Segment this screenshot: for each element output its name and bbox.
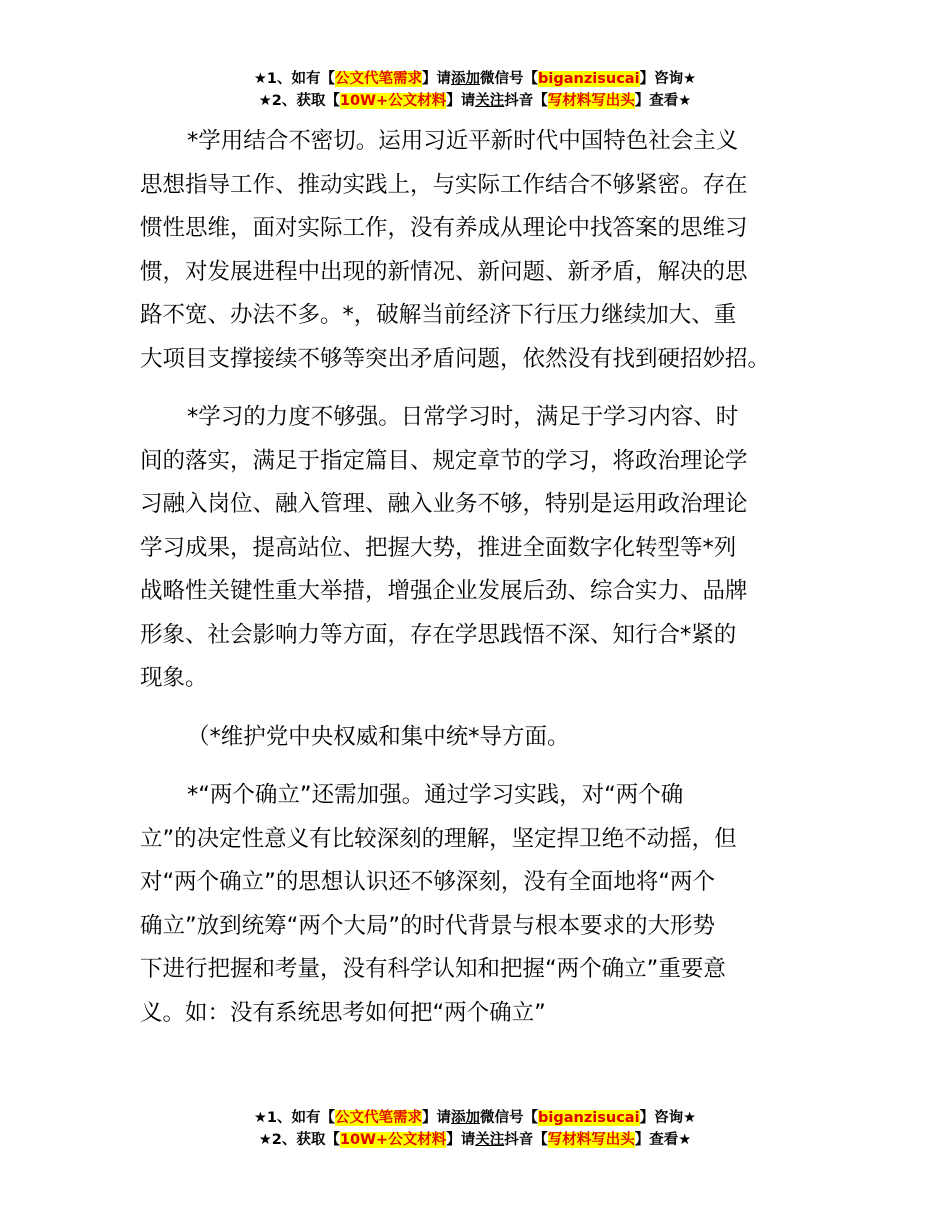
banner-highlight: 写材料写出头 [547,1132,635,1148]
paragraph-line: 习融入岗位、融入管理、融入业务不够，特别是运用政治理论 [140,491,748,517]
body-paragraph [140,120,840,381]
banner-line-2 [0,1129,950,1151]
banner-text: 】查看★ [634,1132,692,1148]
banner-emphasis: 添加 [451,71,481,87]
banner-emphasis: 关注 [475,1132,505,1148]
banner-text: 微信号【 [480,71,539,87]
paragraph-line: *“两个确立”还需加强。通过学习实践，对“两个确 [187,782,684,808]
banner-line-1 [0,1107,950,1129]
paragraph-line: 路不宽、办法不多。*，破解当前经济下行压力继续加大、重 [140,302,737,328]
banner-text: 】请 [446,1132,476,1148]
paragraph-line: 战略性关键性重大举措，增强企业发展后劲、综合实力、品牌 [140,578,748,604]
paragraph-line: 惯性思维，面对实际工作，没有养成从理论中找答案的思维习 [140,215,748,241]
paragraph-line: 大项目支撑接续不够等突出矛盾问题，依然没有找到硬招妙招。 [140,345,771,372]
paragraph-line: 立”的决定性意义有比较深刻的理解，坚定捍卫绝不动摇，但 [140,825,737,852]
banner-text: 】查看★ [634,93,692,109]
banner-text: ★2、获取【 [258,1132,340,1148]
paragraph-line: 现象。 [140,665,208,691]
banner-line-1 [0,68,950,90]
banner-emphasis: 添加 [451,1110,481,1126]
banner-emphasis: 关注 [475,93,505,109]
paragraph-line: 惯，对发展进程中出现的新情况、新问题、新矛盾，解决的思 [140,258,748,285]
document-body [140,120,840,1050]
paragraph-line: （*维护党中央权威和集中统*导方面。 [187,723,570,750]
banner-line-2 [0,90,950,112]
banner-text: 抖音【 [504,93,548,109]
banner-highlight: biganzisucai [538,71,640,87]
paragraph-line: 对“两个确立”的思想认识还不够深刻，没有全面地将“两个 [140,869,715,895]
body-paragraph [140,716,840,760]
body-paragraph [140,396,840,701]
paragraph-line: *学用结合不密切。运用习近平新时代中国特色社会主义 [187,128,739,154]
banner-text: 】咨询★ [639,1110,697,1126]
banner-highlight: 10W+公文材料 [339,93,447,109]
banner-text: 】咨询★ [639,71,697,87]
banner-text: 】请 [446,93,476,109]
body-paragraph [140,774,840,1035]
paragraph-line: 下进行把握和考量，没有科学认知和把握“两个确立”重要意 [140,956,726,982]
banner-highlight: biganzisucai [538,1110,640,1126]
banner-highlight: 公文代笔需求 [335,71,423,87]
banner-text: 微信号【 [480,1110,539,1126]
banner-text: ★2、获取【 [258,93,340,109]
bottom-banner [0,1107,950,1151]
banner-text: 】请 [422,1110,452,1126]
paragraph-line: 形象、社会影响力等方面，存在学思践悟不深、知行合*紧的 [140,621,737,648]
top-banner [0,68,950,112]
banner-highlight: 写材料写出头 [547,93,635,109]
paragraph-line: 义。如：没有系统思考如何把“两个确立” [140,999,546,1026]
paragraph-line: *学习的力度不够强。日常学习时，满足于学习内容、时 [187,404,739,430]
banner-text: ★1、如有【 [253,1110,336,1126]
banner-text: 抖音【 [504,1132,548,1148]
banner-highlight: 10W+公文材料 [339,1132,447,1148]
banner-highlight: 公文代笔需求 [335,1110,423,1126]
paragraph-line: 思想指导工作、推动实践上，与实际工作结合不够紧密。存在 [140,171,748,198]
banner-text: 】请 [422,71,452,87]
paragraph-line: 间的落实，满足于指定篇目、规定章节的学习，将政治理论学 [140,447,748,474]
paragraph-line: 学习成果，提高站位、把握大势，推进全面数字化转型等*列 [140,534,737,561]
paragraph-line: 确立”放到统筹“两个大局”的时代背景与根本要求的大形势 [140,912,715,939]
banner-text: ★1、如有【 [253,71,336,87]
